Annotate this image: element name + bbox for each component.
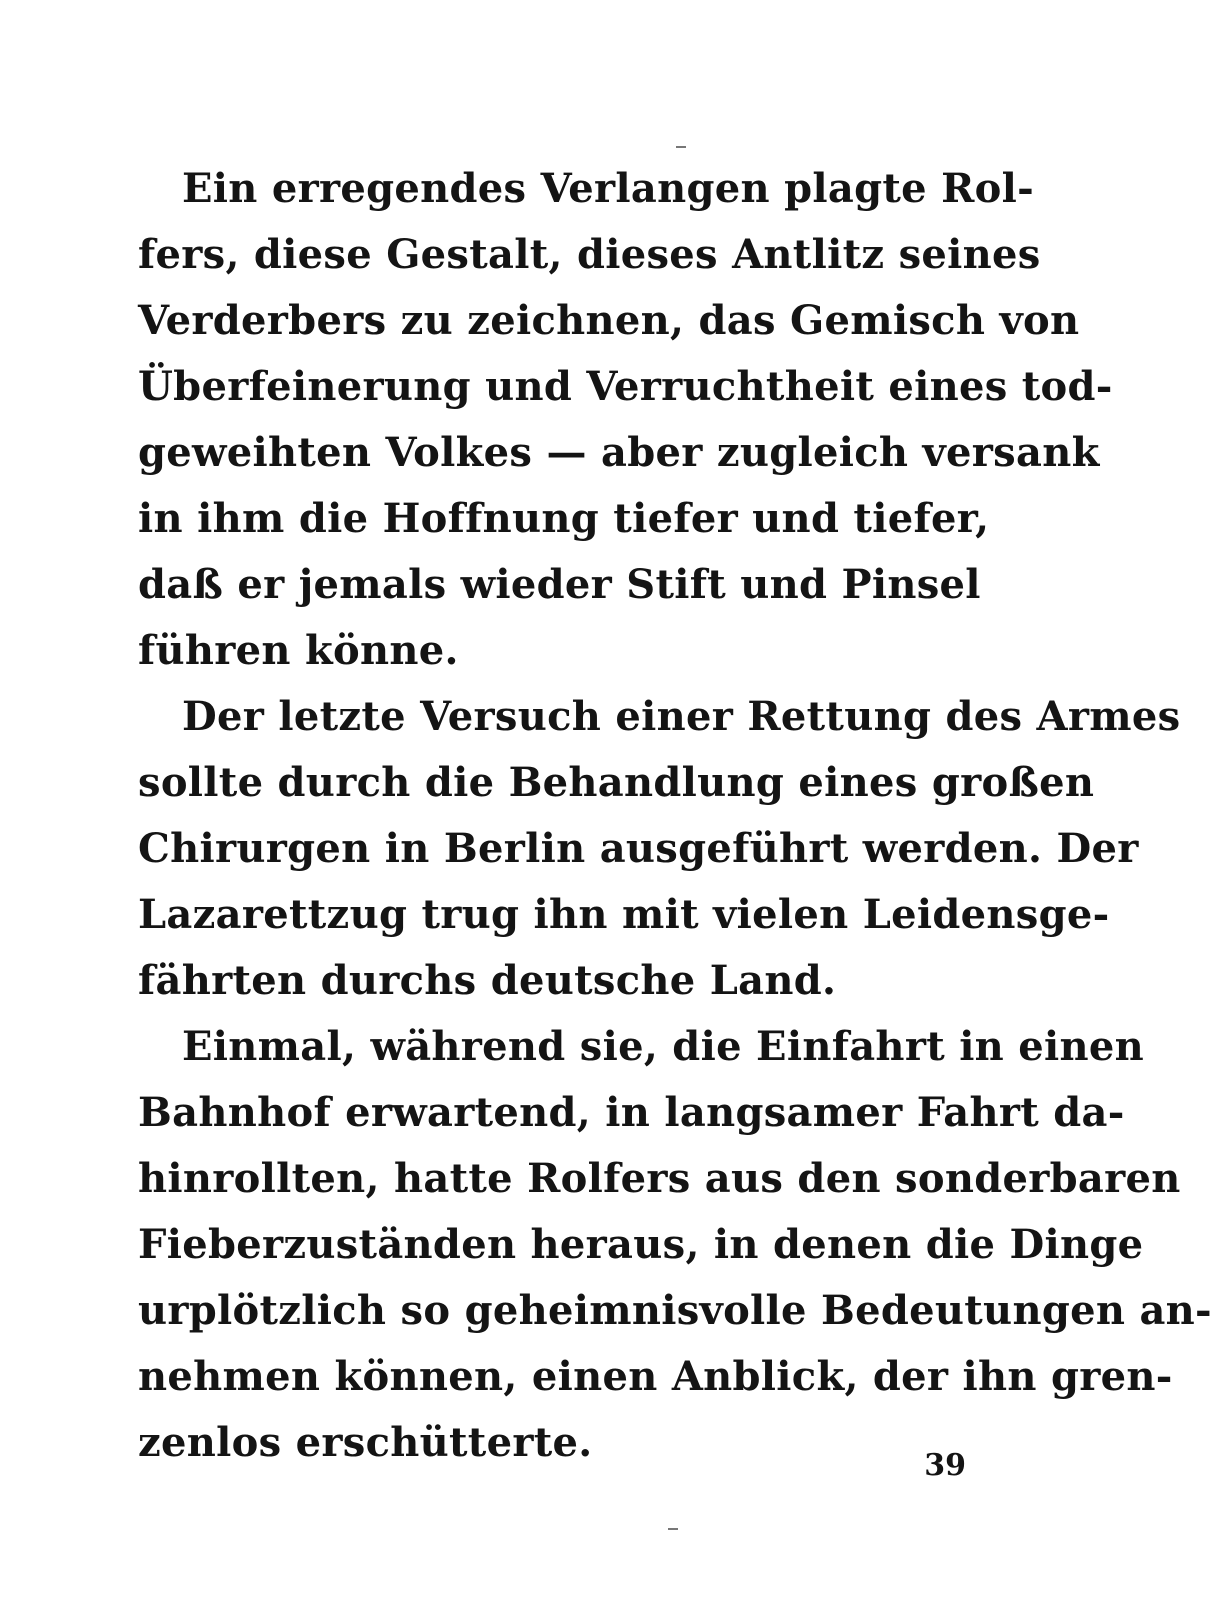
- text-line: fährten durchs deutsche Land.: [138, 957, 837, 1004]
- text-line: in ihm die Hoffnung tiefer und tiefer,: [138, 495, 990, 542]
- text-line: Der letzte Versuch einer Rettung des Armes: [182, 693, 1181, 740]
- paragraph-2: [138, 684, 1181, 1014]
- text-line: urplötzlich so geheimnisvolle Bedeutungen an-: [138, 1287, 1212, 1334]
- text-line: Lazarettzug trug ihn mit vielen Leidensge-: [138, 891, 1110, 938]
- print-speck-top: [676, 146, 686, 148]
- text-line: geweihten Volkes — aber zugleich versank: [138, 429, 1100, 476]
- text-line: Chirurgen in Berlin ausgeführt werden. Der: [138, 825, 1139, 872]
- page-number: 39: [924, 1448, 966, 1483]
- print-speck-bottom: [668, 1528, 678, 1530]
- text-line: Überfeinerung und Verruchtheit eines tod-: [138, 363, 1113, 410]
- text-line: Fieberzuständen heraus, in denen die Dinge: [138, 1221, 1144, 1268]
- text-line: Einmal, während sie, die Einfahrt in einen: [182, 1023, 1145, 1070]
- text-line: daß er jemals wieder Stift und Pinsel: [138, 561, 981, 608]
- text-line: Bahnhof erwartend, in langsamer Fahrt da-: [138, 1089, 1125, 1136]
- text-line: hinrollten, hatte Rolfers aus den sonderbaren: [138, 1155, 1181, 1202]
- body-text: [138, 156, 1212, 1476]
- text-line: zenlos erschütterte.: [138, 1419, 593, 1466]
- paragraph-1: [138, 156, 1113, 684]
- text-line: Ein erregendes Verlangen plagte Rol-: [182, 165, 1035, 212]
- text-line: Verderbers zu zeichnen, das Gemisch von: [138, 297, 1080, 344]
- text-line: fers, diese Gestalt, dieses Antlitz seines: [138, 231, 1041, 278]
- text-line: sollte durch die Behandlung eines großen: [138, 759, 1095, 806]
- text-line: nehmen können, einen Anblick, der ihn gren-: [138, 1353, 1173, 1400]
- paragraph-3: [138, 1014, 1212, 1476]
- text-line: führen könne.: [138, 627, 459, 674]
